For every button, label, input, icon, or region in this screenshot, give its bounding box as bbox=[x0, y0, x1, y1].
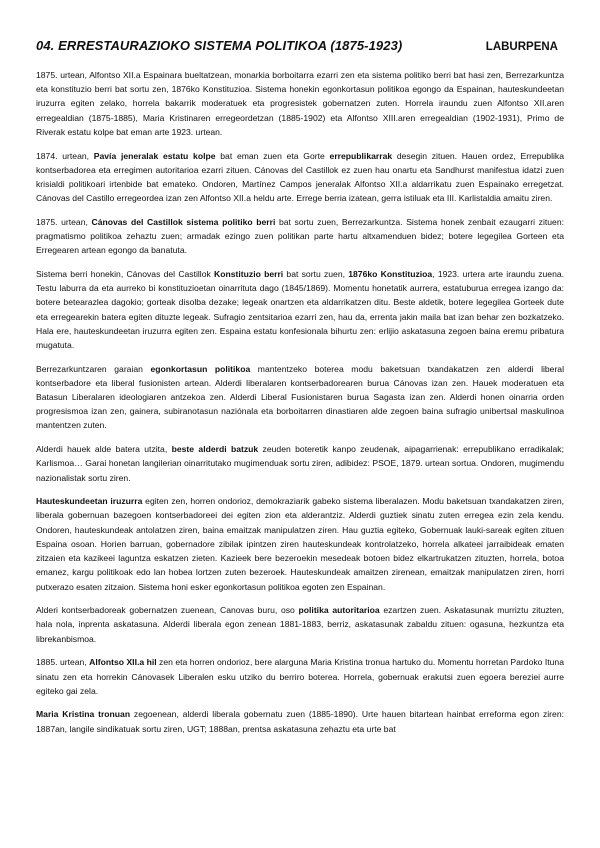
paragraph bbox=[36, 442, 564, 485]
bold-text: Hauteskundeetan iruzurra bbox=[36, 496, 143, 507]
text-run: Berrezarkuntzaren garaian bbox=[36, 363, 151, 374]
document-page bbox=[36, 38, 564, 745]
paragraph bbox=[36, 215, 564, 258]
text-run: , 1923. urtera arte iraundu zuena. Testu laburra da eta aurreko bi konstituzioetan oinarrituta dago (1845/1869). Momentu honetatik aurrera, estatuburua erregea izango da: botere betearazlea dagokio; gorteak disolba dezake; legeak onartzen eta aldarrikatzen ditu. Beste aldetik, botere legegilea Gorteek dute eta erregearekin batera egiten dituzte legeak. Sufragio zentsitarioa ezarri zen, hau da, errenta jakin maila bat izan behar zen bozkatzeko. Hala ere, hauteskundeetan iruzurra egiten zen. Espaina estatu konfesionala bihurtu zen: erlijio askatasuna zegoen baina eremu pribatura mugatuta. bbox=[36, 268, 565, 350]
document-title: 04. ERRESTAURAZIOKO SISTEMA POLITIKOA (1875-1923) bbox=[36, 38, 403, 53]
text-run: ezartzen zuen. Askatasunak murriztu zituzten, hala nola, inprenta askatasuna. Alderdi liberala egon zenean 1881-1883, berriz, askatasunak zabaldu zituen: ogasuna, hezkuntza eta librekanbismoa. bbox=[36, 605, 564, 644]
bold-text: errepublikarrak bbox=[329, 150, 393, 161]
text-run: 1875. urtean, bbox=[36, 216, 92, 227]
paragraph bbox=[36, 707, 564, 735]
bold-text: Pavía jeneralak estatu kolpe bbox=[93, 150, 216, 161]
text-run: Alderi kontserbadoreak gobernatzen zuenean, Canovas buru, oso bbox=[36, 605, 299, 616]
bold-text: politika autoritarioa bbox=[298, 605, 380, 616]
bold-text: 1876ko Konstituzioa bbox=[348, 268, 433, 279]
text-run: 1875. urtean, Alfontso XII.a Espainara bueltatzean, monarkia borboitarra ezarri zen eta sistema politiko berri bat hasi zen, Berrezarkuntza eta konstituzio berri bat sortu zen, 1876ko Konstituzioa. Sistema honekin egonkortasun politikoa egongo da Espainan, hauteskundeetan iruzurra egiten zelako, horrela bakarrik moderatuek eta progresistek gobernatzen zuten. Horrela iraundu zuen Alfontso XII.aren erregealdian (1875-1885), Maria Kristinaren erregeordetzan (1885-1902) eta Alfontso XIII.aren erregealdian (1902-1931), Primo de Riverak estatu kolpe bat eman arte 1923. urtean. bbox=[36, 70, 564, 137]
text-run: 1874. urtean, bbox=[36, 150, 94, 161]
text-run: Sistema berri honekin, Cánovas del Castillok bbox=[36, 268, 215, 279]
paragraph bbox=[36, 603, 564, 646]
summary-label: LABURPENA bbox=[485, 41, 558, 53]
text-run: desegin zituen. Hauen ordez, Errepublika kontserbadorea eta erregimen autoritarioa ezarri zituen. Cánovas del Castillok ez zuen hau onartu eta Sandhurst manifestua idatzi zuen krisialdi politikoari irtenbide bat emateko. Ondoren, Martínez Campos jeneralak Alfontso XII.a aldarrikatu zuen Espainako erregetzat. Cánovas del Castillo erregeordea izan zen Alfontso XII.a heldu arte. Errege berria izatean, gerra istiluak eta III. Karlistaldia amaitu ziren. bbox=[36, 150, 564, 204]
text-run: mantentzeko boterea modu baketsuan txandakatzen zen alderdi liberal kontserbadore eta liberal fusionisten artean. Alderdi liberalaren kontserbadorearen burua Cánovas izan zen. Hauek moderatuen eta Batasun Liberalaren ideologiaren antzekoa zen. Alderdi Liberal Fusionistaren burua Sagasta izan zen. Alderdi honen oinarria orden progresismoa izan zen, gainera, subiranotasun naziónala eta borboitarren dinastiaren alde zegoen baina sufragio unibertsal maskulinoa mantentzen zuten. bbox=[36, 363, 564, 431]
text-run: bat eman zuen eta Gorte bbox=[215, 150, 330, 161]
text-run: bat sortu zuen, Berrezarkuntza. Sistema honek zenbait ezaugarri zituen: pragmatismo politikoa zehaztu zuen; armadak ezingo zuen politikan parte hartu altxamenduen bidez; botere legegilea Gorteen eta Erregearen artean egongo da banatuta. bbox=[36, 216, 564, 256]
text-run: bat sortu zuen, bbox=[283, 268, 349, 279]
bold-text: Maria Kristina tronuan bbox=[36, 709, 131, 720]
bold-text: Cánovas del Castillok sistema politiko berri bbox=[91, 216, 276, 227]
bold-text: beste alderdi batzuk bbox=[171, 444, 259, 455]
paragraph bbox=[36, 68, 564, 139]
document-header bbox=[36, 38, 564, 53]
paragraph bbox=[36, 362, 564, 433]
text-run: 1885. urtean, bbox=[36, 657, 90, 668]
document-body bbox=[36, 68, 564, 736]
text-run: zegoenean, alderdi liberala gobernatu zuen (1885-1890). Urte hauen bitartean hainbat erreforma egon ziren: 1887an, langile sindikatuak sortu ziren, UGT; 1888an, prentsa askatasuna zehaztu eta urte bat bbox=[36, 709, 564, 734]
bold-text: Konstituzio berri bbox=[214, 268, 284, 279]
paragraph bbox=[36, 494, 564, 593]
bold-text: Alfontso XII.a hil bbox=[89, 657, 157, 668]
text-run: Alderdi hauek alde batera utzita, bbox=[36, 444, 172, 455]
text-run: egiten zen, horren ondorioz, demokraziarik gabeko sistema liberalazen. Modu baketsuan txandakatzen ziren, liberala gobernuan bazegoen kontserbadoreei dei egiten zion eta alderantziz. Alderdi guztiek sinatu zuten erregea ezin zela kendu. Ondoren, hauteskundeak antolatzen ziren, baina emaitzak manipulatzen ziren. Hau guztia egiteko, Gobernuak lauki-sareak egiten zituen Espaina osoan. Horien barruan, gobernadore zibilak ipintzen ziren hauteskundeak kontrolatzeko, horrela alkateei jarraibideak ematen zitzaien eta kazikeei laguntza eskatzen zieten. Kazieek bere bezeroekin mesedeak botoen bidez elkartrukatzen zituzten, horrela, botoa emanez, kargu politikoak edo lan hobea lortzen zuten bezeroek. Hauteskundeak amaitzen zirenean, emaitzak manipulatzen ziren, horri putxerazo esaten zitzaion. Sistema honi esker egonkortasun politikoa egoten zen Espainan. bbox=[36, 496, 564, 592]
bold-text: egonkortasun politikoa bbox=[150, 363, 251, 374]
paragraph bbox=[36, 267, 564, 352]
paragraph bbox=[36, 655, 564, 698]
text-run: zen eta horren ondorioz, bere alarguna Maria Kristina tronua hartuko du. Momentu horretan Pardoko Ituna sinatu zen eta horrekin Cánovasek Liberalen esku utziko du berriro boterea. Horrela, gobernuak erakutsi zuen egoera bereziei aurre egiteko gai zela. bbox=[36, 657, 564, 696]
paragraph bbox=[36, 149, 564, 206]
text-run: zeuden boteretik kanpo zeudenak, aipagarrienak: errepublikano erradikalak; Karlismoa… Garai honetan langilerian oinarritutako mugimenduak sortu ziren, adibidez: PSOE, 1879. urtean sortua. Ondoren, mugimendu nazionalistak sortu ziren. bbox=[36, 444, 564, 483]
